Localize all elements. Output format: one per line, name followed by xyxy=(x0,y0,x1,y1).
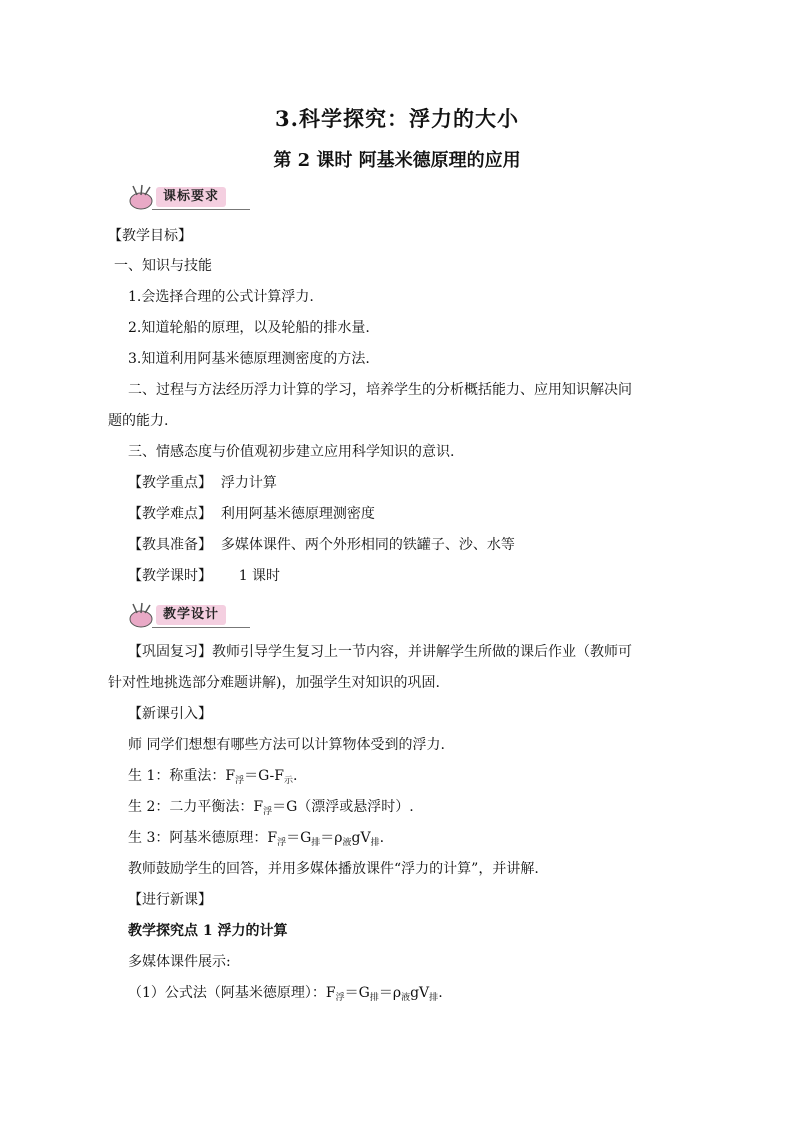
review-line: 针对性地挑选部分难题讲解)，加强学生对知识的巩固. xyxy=(108,675,440,691)
text: （1）公式法（阿基米德原理）：F xyxy=(128,985,336,1001)
subscript: 排 xyxy=(311,838,321,848)
multimedia-line: 多媒体课件展示: xyxy=(128,954,231,970)
materials xyxy=(128,535,728,555)
section-tag-requirements xyxy=(128,182,248,214)
objective-item: 3.知道利用阿基米德原理测密度的方法. xyxy=(128,351,370,367)
emotion-line: 三、情感态度与价值观初步建立应用科学知识的意识. xyxy=(128,444,455,460)
section-label: 课标要求 xyxy=(156,187,226,207)
text: . xyxy=(438,985,443,1001)
key-point-label: 【教学重点】 xyxy=(128,475,212,491)
lesson-hours xyxy=(128,566,728,586)
difficulty-label: 【教学难点】 xyxy=(128,506,212,522)
objective-item: 1.会选择合理的公式计算浮力. xyxy=(128,289,314,305)
pencil-cup-icon xyxy=(128,184,154,210)
objectives-heading: 【教学目标】 xyxy=(108,228,192,244)
page-title: 3.科学探究：浮力的大小 xyxy=(275,106,519,131)
subscript: 排 xyxy=(369,993,379,1003)
key-point xyxy=(128,473,728,493)
student-answer-3 xyxy=(128,828,728,850)
difficulty-point xyxy=(128,504,728,524)
hours-value: 1 课时 xyxy=(238,568,281,584)
subscript: 排 xyxy=(370,838,380,848)
difficulty-value: 利用阿基米德原理测密度 xyxy=(220,506,375,522)
review-line: 【巩固复习】教师引导学生复习上一节内容，并讲解学生所做的课后作业（教师可 xyxy=(128,644,632,660)
new-lesson-heading: 【进行新课】 xyxy=(128,892,212,908)
subscript: 浮 xyxy=(335,993,345,1003)
exploration-point-1: 教学探究点 1 浮力的计算 xyxy=(128,923,288,939)
subscript: 示 xyxy=(283,776,293,786)
intro-heading: 【新课引入】 xyxy=(128,706,212,722)
process-line: 题的能力. xyxy=(108,413,169,429)
section-underline xyxy=(152,627,250,628)
subscript: 液 xyxy=(342,838,352,848)
subscript: 浮 xyxy=(263,807,273,817)
encourage-line: 教师鼓励学生的回答，并用多媒体播放课件“浮力的计算”，并讲解. xyxy=(128,861,539,877)
text: gV xyxy=(410,985,430,1001)
hours-label: 【教学课时】 xyxy=(128,568,212,584)
objective-item: 2.知道轮船的原理，以及轮船的排水量. xyxy=(128,320,370,336)
materials-value: 多媒体课件、两个外形相同的铁罐子、沙、水等 xyxy=(220,537,515,553)
text: ＝ρ xyxy=(378,985,402,1001)
section-tag-design xyxy=(128,600,248,632)
text: 生 2：二力平衡法：F xyxy=(128,799,264,815)
text: ＝G-F xyxy=(244,768,284,784)
text: ＝G xyxy=(344,985,370,1001)
page-subtitle: 第 2 课时 阿基米德原理的应用 xyxy=(273,150,521,171)
subscript: 浮 xyxy=(277,838,287,848)
text: . xyxy=(379,830,385,846)
section-underline xyxy=(152,209,250,210)
text: ＝ρ xyxy=(320,830,343,846)
key-point-value: 浮力计算 xyxy=(220,475,277,491)
text: gV xyxy=(351,830,371,846)
materials-label: 【教具准备】 xyxy=(128,537,212,553)
teacher-line: 师 同学们想想有哪些方法可以计算物体受到的浮力. xyxy=(128,737,445,753)
student-answer-2 xyxy=(128,797,728,819)
subscript: 排 xyxy=(429,993,439,1003)
text: . xyxy=(293,768,298,784)
formula-line xyxy=(128,983,728,1005)
section-label: 教学设计 xyxy=(156,605,226,625)
subscript: 液 xyxy=(401,993,411,1003)
text: ＝G xyxy=(286,830,312,846)
knowledge-heading: 一、知识与技能 xyxy=(114,258,212,274)
subscript: 浮 xyxy=(235,776,245,786)
pencil-cup-icon xyxy=(128,602,154,628)
text: 生 3：阿基米德原理：F xyxy=(128,830,278,846)
process-line: 二、过程与方法经历浮力计算的学习，培养学生的分析概括能力、应用知识解决问 xyxy=(128,382,632,398)
text: 生 1：称重法：F xyxy=(128,768,236,784)
student-answer-1 xyxy=(128,766,728,788)
text: ＝G（漂浮或悬浮时）. xyxy=(272,799,414,815)
